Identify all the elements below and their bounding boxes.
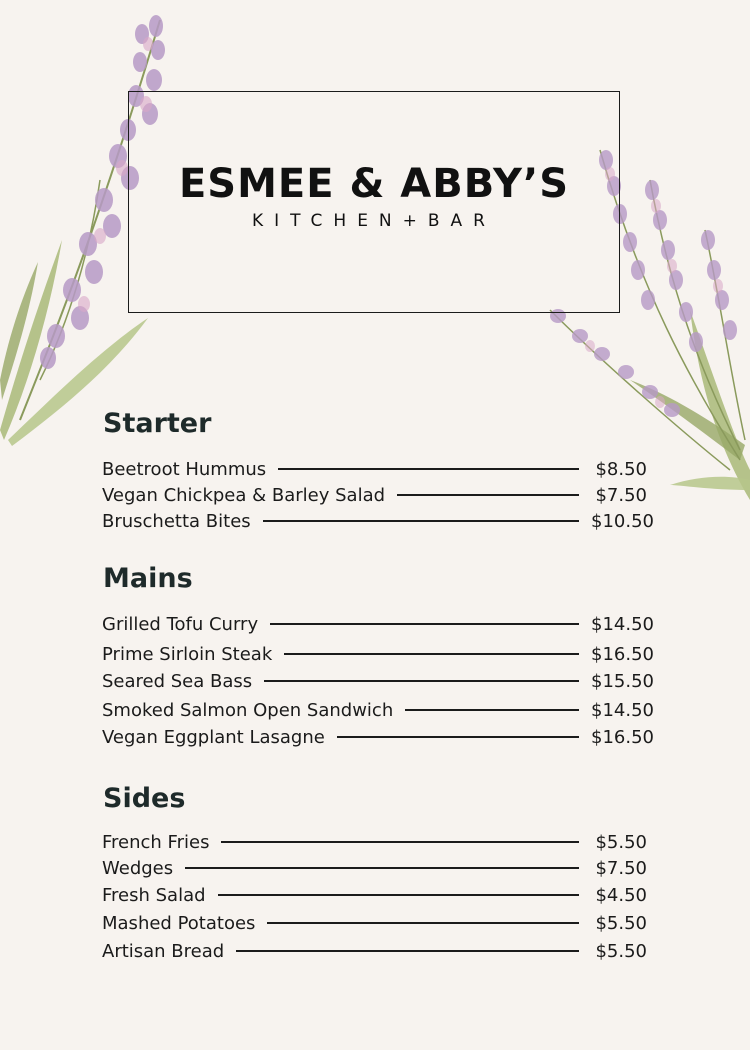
leader-line <box>263 520 579 522</box>
menu-item <box>102 509 654 533</box>
menu-item-name: Seared Sea Bass <box>102 670 253 692</box>
menu-item <box>102 830 647 854</box>
menu-item-price: $16.50 <box>591 643 654 665</box>
menu-item <box>102 642 654 666</box>
menu-item-name: Smoked Salmon Open Sandwich <box>102 699 394 721</box>
menu-item <box>102 939 647 963</box>
menu-item-name: Mashed Potatoes <box>102 912 256 934</box>
menu-item-name: Artisan Bread <box>102 940 225 962</box>
menu-item-name: Vegan Eggplant Lasagne <box>102 726 325 748</box>
menu-item-name: French Fries <box>102 831 210 853</box>
menu-item-name: Grilled Tofu Curry <box>102 613 259 635</box>
leader-line <box>397 494 579 496</box>
section-title-mains: Mains <box>103 563 193 594</box>
menu-item-price: $4.50 <box>595 884 647 906</box>
menu-item-name: Fresh Salad <box>102 884 206 906</box>
menu-item-price: $5.50 <box>595 831 647 853</box>
leader-line <box>267 922 579 924</box>
menu-item <box>102 483 647 507</box>
leader-line <box>236 950 579 952</box>
menu-item-name: Beetroot Hummus <box>102 458 267 480</box>
menu-item-name: Prime Sirloin Steak <box>102 643 273 665</box>
menu-item-price: $14.50 <box>591 699 654 721</box>
leader-line <box>185 867 579 869</box>
menu-item <box>102 457 647 481</box>
menu-item-price: $14.50 <box>591 613 654 635</box>
leader-line <box>221 841 579 843</box>
leader-line <box>218 894 579 896</box>
menu-item <box>102 856 647 880</box>
menu-item <box>102 725 654 749</box>
leader-line <box>284 653 579 655</box>
menu-item-price: $5.50 <box>595 940 647 962</box>
menu-item-price: $15.50 <box>591 670 654 692</box>
menu-item-price: $8.50 <box>595 458 647 480</box>
menu-item-price: $16.50 <box>591 726 654 748</box>
menu-item <box>102 883 647 907</box>
section-title-starter: Starter <box>103 408 212 439</box>
leader-line <box>405 709 579 711</box>
restaurant-subtitle: KITCHEN+BAR <box>251 211 496 231</box>
menu-item <box>102 612 654 636</box>
menu-item-price: $5.50 <box>595 912 647 934</box>
section-title-sides: Sides <box>103 783 186 814</box>
menu-item-name: Bruschetta Bites <box>102 510 251 532</box>
restaurant-name: ESMEE & ABBY’S <box>178 161 570 207</box>
menu-item-price: $7.50 <box>595 857 647 879</box>
menu-item-name: Vegan Chickpea & Barley Salad <box>102 484 386 506</box>
menu-item <box>102 698 654 722</box>
menu-item <box>102 911 647 935</box>
menu-item-price: $7.50 <box>595 484 647 506</box>
menu-item-name: Wedges <box>102 857 174 879</box>
menu-item <box>102 669 654 693</box>
leader-line <box>278 468 579 470</box>
leader-line <box>270 623 579 625</box>
menu-item-price: $10.50 <box>591 510 654 532</box>
leader-line <box>337 736 579 738</box>
leader-line <box>264 680 579 682</box>
